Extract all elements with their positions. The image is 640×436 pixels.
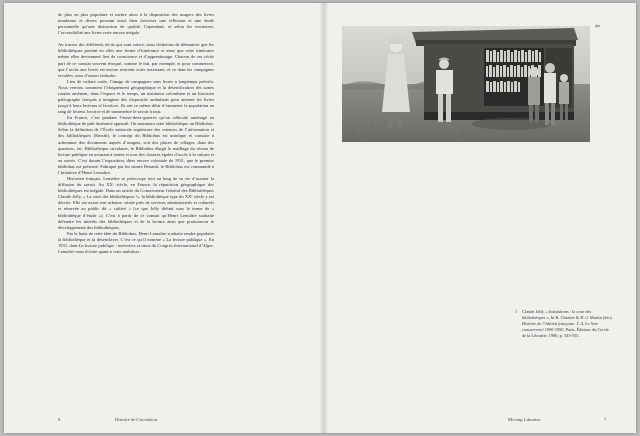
body-text-column bbox=[58, 12, 214, 255]
paragraph: de plus en plus populaire et mettre alors à la disposition des usagers des livres nombreux et divers pouvant aussi bien favoriser une réflexion et une étude personnelle qu’une distraction de qualité. Cependant, et selon les territoires, l’accessibilité aux livres reste encore inégale. bbox=[58, 12, 214, 36]
footnote-text-end: , Paris, Éditions du Cercle de la Librairie, 1986, p. 543-555. bbox=[522, 326, 609, 338]
footnote-text: Claude Jolly, « Institutions : la crise des bibliothèques », In R. Chartier & H.-J. Martin (dir.), bbox=[522, 309, 613, 320]
paragraph bbox=[58, 231, 214, 255]
book-spread bbox=[4, 3, 636, 433]
footnote-number: 1 bbox=[515, 309, 518, 314]
footnote bbox=[515, 309, 614, 339]
running-head-right: Moving Libraries bbox=[508, 417, 541, 422]
paragraph: Au travers des différents récits qui vont suivre, nous tâcherons de démontrer que les bibliothèques portent en elles une forme d’itinérance et ainsi que cette itinérance même elles deviennent lieu de conscience et d’apprentissage. Chacun de ces récits part de ce constat souvent évoqué, comme le fait, par exemple, et pour commencer, que l’accès aux livres est encore restreint voire inexistant, et ce dans les campagnes reculées, sous d’autres latitudes. bbox=[58, 42, 214, 78]
bibliobus-photograph bbox=[342, 26, 590, 142]
paragraph-text: Par le biais de cette idée du Bibliobus, Henri Lemaître souhaite rendre populaire la bibliothèque et la désenclaver. C’est ce qu’il nomme « La lecture publique ». En 1931, dans bbox=[58, 230, 214, 248]
paragraph: En France, c’est pendant l’entre-deux-guerres qu’un véhicule aménagé en bibliothèque de prêt itinérante apparaît. On nommera cette bibliothèque un Bibliobus. Selon la définition de l’École nationale supérieure des sciences de l’information et des bibliothèques (Enssib), le concept du Bibliobus est unirôque et consiste à acheminer des documents auprès d’usagers, soit des places de villages, dans des quartiers, etc. Bibliothèque circulante, le Bibliobus élargit le maillage du réseau de lecture publique en assurant à toutes et tous des chances égales d’accès à la culture et au savoir. C’est durant l’exposition, dites encore coloniale de 1931, que le premier bibliobus est présenté. Fabriqué par les usines Renault, le Bibliobus est commandé à l’initiative d’Henri Lemaître. bbox=[58, 115, 214, 175]
right-page bbox=[322, 3, 636, 433]
italic-title: La lecture publique : mémoires et vœux du Congrès International d’Alger bbox=[78, 242, 213, 248]
left-page bbox=[4, 3, 322, 433]
footnote-title: Histoire de l’édition française. T. 4, Le livre concurrencé 1900-1950 bbox=[522, 320, 599, 332]
page-number-left: 6 bbox=[58, 417, 61, 422]
paragraph: Lieu de culture orale, l’image de campagnes sans livres a longtemps prévalu. Nous verrons comment l’éloignement géographique et la désertification des zones rurales amènent, dans l’espace et le temps, un institueur colombien et un historien paléographe français à imaginer des dispositifs ambulants pour amener les livres jusqu’à leurs lecteurs et lectrices. Ils ont ce même désir d’emmener la population au rang de lecteur, lectrice et de transmettre le savoir à tous. bbox=[58, 78, 214, 115]
photo-illustration bbox=[342, 26, 590, 142]
page-number-right: 7 bbox=[604, 417, 607, 422]
paragraph-text: , Lemaître nous éclaire quant à cette ambition : bbox=[58, 242, 215, 254]
running-head-left: Histoire de Circulation bbox=[115, 417, 158, 422]
paragraph: Historien français, Lemaître se préoccupe tout au long de sa vie d’assurer la diffusion du savoir. Au XXᵉ siècle, en France, la répartition géographique des bibliothèques est inégale. Dans un article du Conservateur Général des Bibliothèques Claude Jolly, « La crise des bibliothèques ¹», la bibliothèque type du XXᵉ siècle y est décrite. Elle est avant tout urbaine, située près de services administratifs et culturels et réservée au public dit « cultivé » (ce que Jolly définit sous le terme de « bibliothèque d’étude »). C’est à partir de ce constat qu’Henri Lemaître souhaite défendre les intérêts des bibliothèques et de la lecture ainsi que promouvoir le développement des bibliothèques. bbox=[58, 176, 214, 230]
figure-number: фп bbox=[595, 23, 601, 28]
